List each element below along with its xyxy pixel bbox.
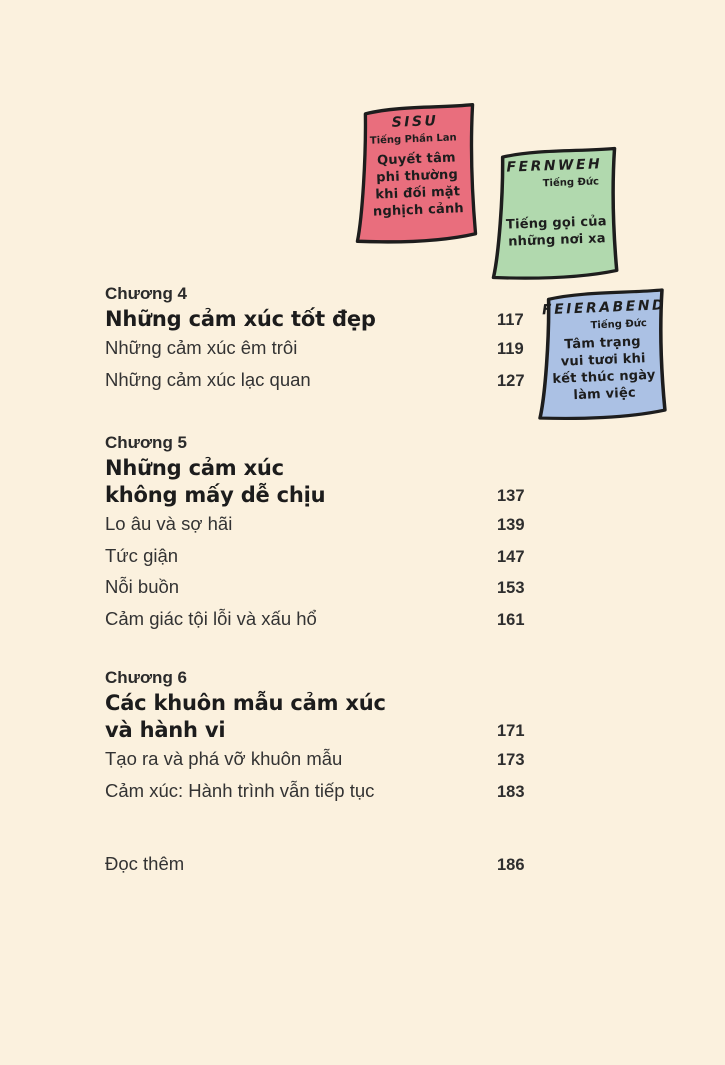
note-language: Tiếng Đức (590, 318, 647, 332)
page-number: 139 (497, 516, 525, 534)
sticky-note-feierabend (525, 283, 677, 425)
note-language: Tiếng Phần Lan (369, 132, 457, 147)
chapter-title-row (105, 690, 526, 744)
toc-section-chapter-4 (105, 281, 526, 396)
note-title: FEIERABEND (541, 297, 667, 319)
table-of-contents (105, 281, 526, 881)
toc-entry (105, 333, 526, 365)
toc-entry (105, 572, 526, 604)
toc-entry (105, 509, 526, 541)
entry-label: Những cảm xúc êm trôi (105, 337, 298, 358)
chapter-title-line: Những cảm xúc (105, 456, 284, 480)
toc-entry (105, 744, 526, 776)
sticky-note-content (343, 97, 487, 248)
chapter-title-line: Những cảm xúc tốt đẹp (105, 307, 376, 331)
toc-entry (105, 541, 526, 573)
note-body (543, 333, 664, 405)
note-body-line: Tiếng gọi của (505, 214, 607, 233)
note-body (498, 214, 615, 252)
entry-label: Lo âu và sợ hãi (105, 513, 233, 534)
page-number: 147 (497, 547, 525, 566)
page-number: 186 (497, 856, 525, 874)
note-body-line: phi thường (375, 167, 459, 186)
entry-label: Cảm giác tội lỗi và xấu hổ (105, 607, 317, 629)
chapter-title-line: Các khuôn mẫu cảm xúc (105, 691, 386, 715)
toc-entry-doc-them (105, 849, 526, 881)
note-body-line: vui tươi khi (560, 351, 646, 370)
chapter-title (105, 690, 497, 744)
note-body-line: khi đối mặt (375, 184, 461, 203)
page-number: 173 (497, 751, 525, 769)
page-number: 127 (497, 371, 525, 390)
chapter-title (105, 306, 497, 333)
entry-label: Nỗi buồn (105, 576, 180, 597)
page-number: 117 (497, 311, 524, 329)
note-body-line: làm việc (573, 385, 637, 403)
entry-label: Tạo ra và phá vỡ khuôn mẫu (105, 748, 343, 769)
toc-entry (105, 776, 526, 808)
note-title: SISU (391, 113, 439, 131)
entry-label: Đọc thêm (105, 853, 185, 874)
chapter-title-row (105, 306, 526, 333)
page-number: 137 (497, 487, 525, 505)
note-body (361, 150, 474, 222)
sticky-note-fernweh (480, 142, 629, 285)
note-title: FERNWEH (506, 156, 603, 176)
entry-label: Tức giận (105, 544, 179, 566)
sticky-note-content (480, 142, 629, 285)
note-body-line: nghịch cảnh (372, 200, 465, 220)
toc-section-chapter-5 (105, 430, 526, 635)
entry-label: Những cảm xúc lạc quan (105, 368, 311, 390)
note-body-line: Quyết tâm (376, 150, 457, 169)
chapter-label: Chương 6 (105, 668, 188, 687)
page-number: 119 (497, 340, 524, 358)
note-body-line: những nơi xa (507, 231, 606, 250)
toc-entry (105, 604, 526, 636)
entry-label: Cảm xúc: Hành trình vẫn tiếp tục (105, 779, 375, 801)
chapter-title (105, 455, 497, 509)
page-number: 171 (497, 722, 525, 740)
sticky-note-sisu (343, 97, 487, 248)
chapter-title-line: không mấy dễ chịu (105, 483, 326, 507)
note-body-line: Tâm trạng (564, 334, 642, 353)
sticky-note-content (525, 283, 677, 425)
chapter-title-row (105, 455, 526, 509)
page-number: 183 (497, 782, 525, 801)
note-body-line: kết thúc ngày (552, 367, 656, 387)
page-number: 161 (497, 610, 525, 629)
toc-section-chapter-6 (105, 665, 526, 807)
page-number: 153 (497, 579, 525, 597)
chapter-label: Chương 5 (105, 433, 188, 452)
chapter-label: Chương 4 (105, 284, 188, 303)
note-language: Tiếng Đức (542, 176, 600, 190)
toc-entry (105, 365, 526, 397)
chapter-title-line: và hành vi (105, 718, 226, 742)
